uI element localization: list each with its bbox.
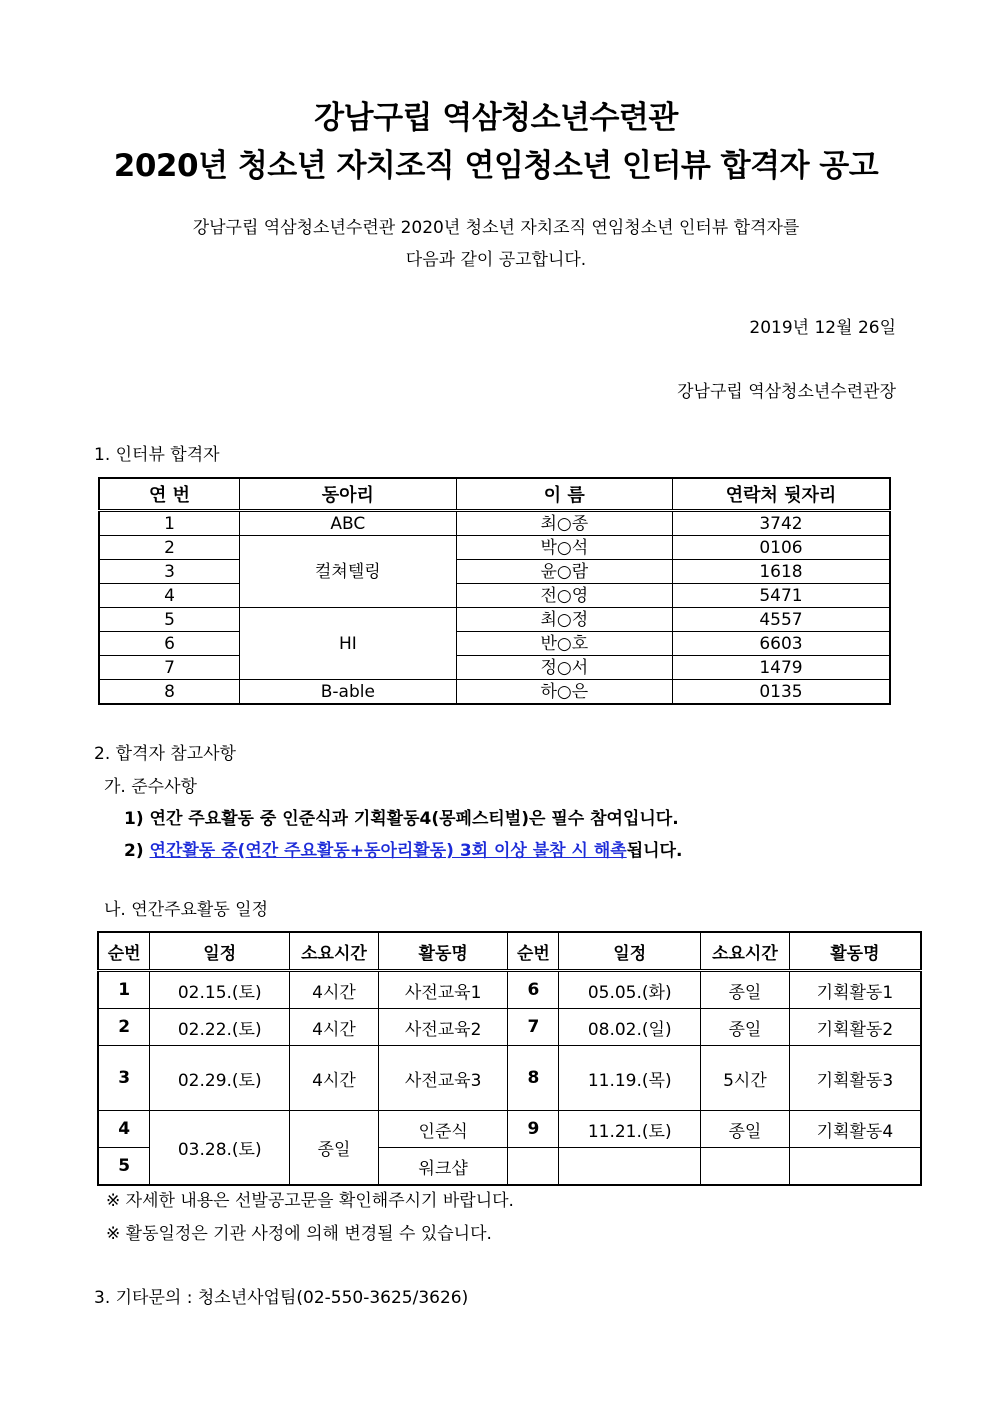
- column-header-duration: 소요시간: [290, 932, 379, 971]
- schedule-date: 11.21.(토): [559, 1111, 701, 1148]
- table-row: [98, 1046, 921, 1111]
- member-name: 정○서: [456, 656, 672, 680]
- intro-line1: 강남구립 역삼청소년수련관 2020년 청소년 자치조직 연임청소년 인터뷰 합격자를: [192, 218, 800, 238]
- note-details: ※ 자세한 내용은 선발공고문을 확인해주시기 바랍니다.: [106, 1191, 514, 1211]
- table-row: [99, 511, 890, 536]
- schedule-activity: 인준식: [378, 1111, 508, 1148]
- row-number: 3: [99, 560, 240, 584]
- empty-cell: [701, 1148, 790, 1186]
- table-row: [99, 560, 890, 584]
- phone-suffix: 0135: [672, 680, 890, 705]
- schedule-activity: 사전교육2: [378, 1009, 508, 1046]
- column-header-phone: 연락처 뒷자리: [672, 478, 890, 511]
- schedule-activity: 사전교육3: [378, 1046, 508, 1111]
- passers-header-row: [99, 478, 890, 511]
- table-row: [99, 680, 890, 705]
- table-row: [98, 1111, 921, 1148]
- column-header-activity: 활동명: [789, 932, 921, 971]
- document-title-line1: 강남구립 역삼청소년수련관: [314, 100, 678, 136]
- member-name: 윤○람: [456, 560, 672, 584]
- schedule-number: 4: [98, 1111, 150, 1148]
- passers-table: [98, 477, 891, 705]
- schedule-date: 02.29.(토): [150, 1046, 290, 1111]
- row-number: 1: [99, 511, 240, 536]
- schedule-activity: 기획활동1: [789, 971, 921, 1009]
- member-name: 하○은: [456, 680, 672, 705]
- schedule-number: 1: [98, 971, 150, 1009]
- schedule-activity: 기획활동4: [789, 1111, 921, 1148]
- rule-1: 1) 연간 주요활동 중 인준식과 기획활동4(몽페스티벌)은 필수 참여입니다.: [124, 809, 679, 829]
- schedule-duration: 종일: [701, 1111, 790, 1148]
- schedule-number: 8: [508, 1046, 559, 1111]
- schedule-date: 08.02.(일): [559, 1009, 701, 1046]
- phone-suffix: 6603: [672, 632, 890, 656]
- section2-heading: 2. 합격자 참고사항: [94, 744, 236, 764]
- column-header-date: 일정: [559, 932, 701, 971]
- intro-line2: 다음과 같이 공고합니다.: [405, 250, 587, 270]
- schedule-number: 2: [98, 1009, 150, 1046]
- schedule-header-row: [98, 932, 921, 971]
- column-header-name: 이 름: [456, 478, 672, 511]
- table-row: [99, 536, 890, 560]
- rule-2-prefix: 2): [124, 841, 150, 861]
- schedule-date: 05.05.(화): [559, 971, 701, 1009]
- rule-2: [124, 836, 682, 861]
- rule-2-suffix: 됩니다.: [626, 841, 683, 861]
- empty-cell: [508, 1148, 559, 1186]
- phone-suffix: 4557: [672, 608, 890, 632]
- table-row: [99, 608, 890, 632]
- schedule-date: 03.28.(토): [150, 1111, 290, 1186]
- issuer-name: 강남구립 역삼청소년수련관장: [677, 382, 896, 402]
- column-header-number: 연 번: [99, 478, 240, 511]
- schedule-duration: 5시간: [701, 1046, 790, 1111]
- schedule-date: 11.19.(목): [559, 1046, 701, 1111]
- column-header-club: 동아리: [240, 478, 456, 511]
- club-name: 컬쳐텔링: [240, 536, 456, 608]
- schedule-duration: 종일: [701, 1009, 790, 1046]
- announcement-date: 2019년 12월 26일: [749, 318, 896, 338]
- schedule-number: 9: [508, 1111, 559, 1148]
- schedule-duration: 4시간: [290, 971, 379, 1009]
- table-row: [99, 656, 890, 680]
- schedule-number: 6: [508, 971, 559, 1009]
- club-name: ABC: [240, 511, 456, 536]
- phone-suffix: 3742: [672, 511, 890, 536]
- phone-suffix: 1479: [672, 656, 890, 680]
- rule-2-highlight: 연간활동 중(연간 주요활동+동아리활동) 3회 이상 불참 시 해촉: [149, 841, 627, 861]
- column-header-number: 순번: [98, 932, 150, 971]
- schedule-date: 02.22.(토): [150, 1009, 290, 1046]
- member-name: 최○정: [456, 608, 672, 632]
- schedule-number: 5: [98, 1148, 150, 1186]
- schedule-date: 02.15.(토): [150, 971, 290, 1009]
- column-header-activity: 활동명: [378, 932, 508, 971]
- schedule-duration: 4시간: [290, 1009, 379, 1046]
- column-header-duration: 소요시간: [701, 932, 790, 971]
- club-name: HI: [240, 608, 456, 680]
- schedule-activity: 워크샵: [378, 1148, 508, 1186]
- schedule-number: 7: [508, 1009, 559, 1046]
- member-name: 반○호: [456, 632, 672, 656]
- column-header-number: 순번: [508, 932, 559, 971]
- schedule-duration: 종일: [701, 971, 790, 1009]
- empty-cell: [559, 1148, 701, 1186]
- schedule-activity: 기획활동3: [789, 1046, 921, 1111]
- club-name: B-able: [240, 680, 456, 705]
- member-name: 최○종: [456, 511, 672, 536]
- table-row: [98, 1009, 921, 1046]
- row-number: 7: [99, 656, 240, 680]
- document-title-line2: 2020년 청소년 자치조직 연임청소년 인터뷰 합격자 공고: [113, 148, 879, 184]
- row-number: 6: [99, 632, 240, 656]
- member-name: 전○영: [456, 584, 672, 608]
- section1-heading: 1. 인터뷰 합격자: [94, 445, 220, 465]
- phone-suffix: 0106: [672, 536, 890, 560]
- schedule-activity: 사전교육1: [378, 971, 508, 1009]
- table-row: [99, 584, 890, 608]
- member-name: 박○석: [456, 536, 672, 560]
- row-number: 2: [99, 536, 240, 560]
- phone-suffix: 5471: [672, 584, 890, 608]
- schedule-duration: 종일: [290, 1111, 379, 1186]
- row-number: 5: [99, 608, 240, 632]
- table-row: [98, 971, 921, 1009]
- schedule-activity: 기획활동2: [789, 1009, 921, 1046]
- table-row: [99, 632, 890, 656]
- schedule-table: [97, 931, 922, 1186]
- compliance-subheading: 가. 준수사항: [104, 777, 197, 797]
- schedule-number: 3: [98, 1046, 150, 1111]
- contact-info: 3. 기타문의 : 청소년사업팀(02-550-3625/3626): [94, 1288, 469, 1308]
- schedule-duration: 4시간: [290, 1046, 379, 1111]
- phone-suffix: 1618: [672, 560, 890, 584]
- row-number: 4: [99, 584, 240, 608]
- row-number: 8: [99, 680, 240, 705]
- note-schedule-change: ※ 활동일정은 기관 사정에 의해 변경될 수 있습니다.: [106, 1224, 492, 1244]
- column-header-date: 일정: [150, 932, 290, 971]
- schedule-subheading: 나. 연간주요활동 일정: [104, 900, 269, 920]
- empty-cell: [789, 1148, 921, 1186]
